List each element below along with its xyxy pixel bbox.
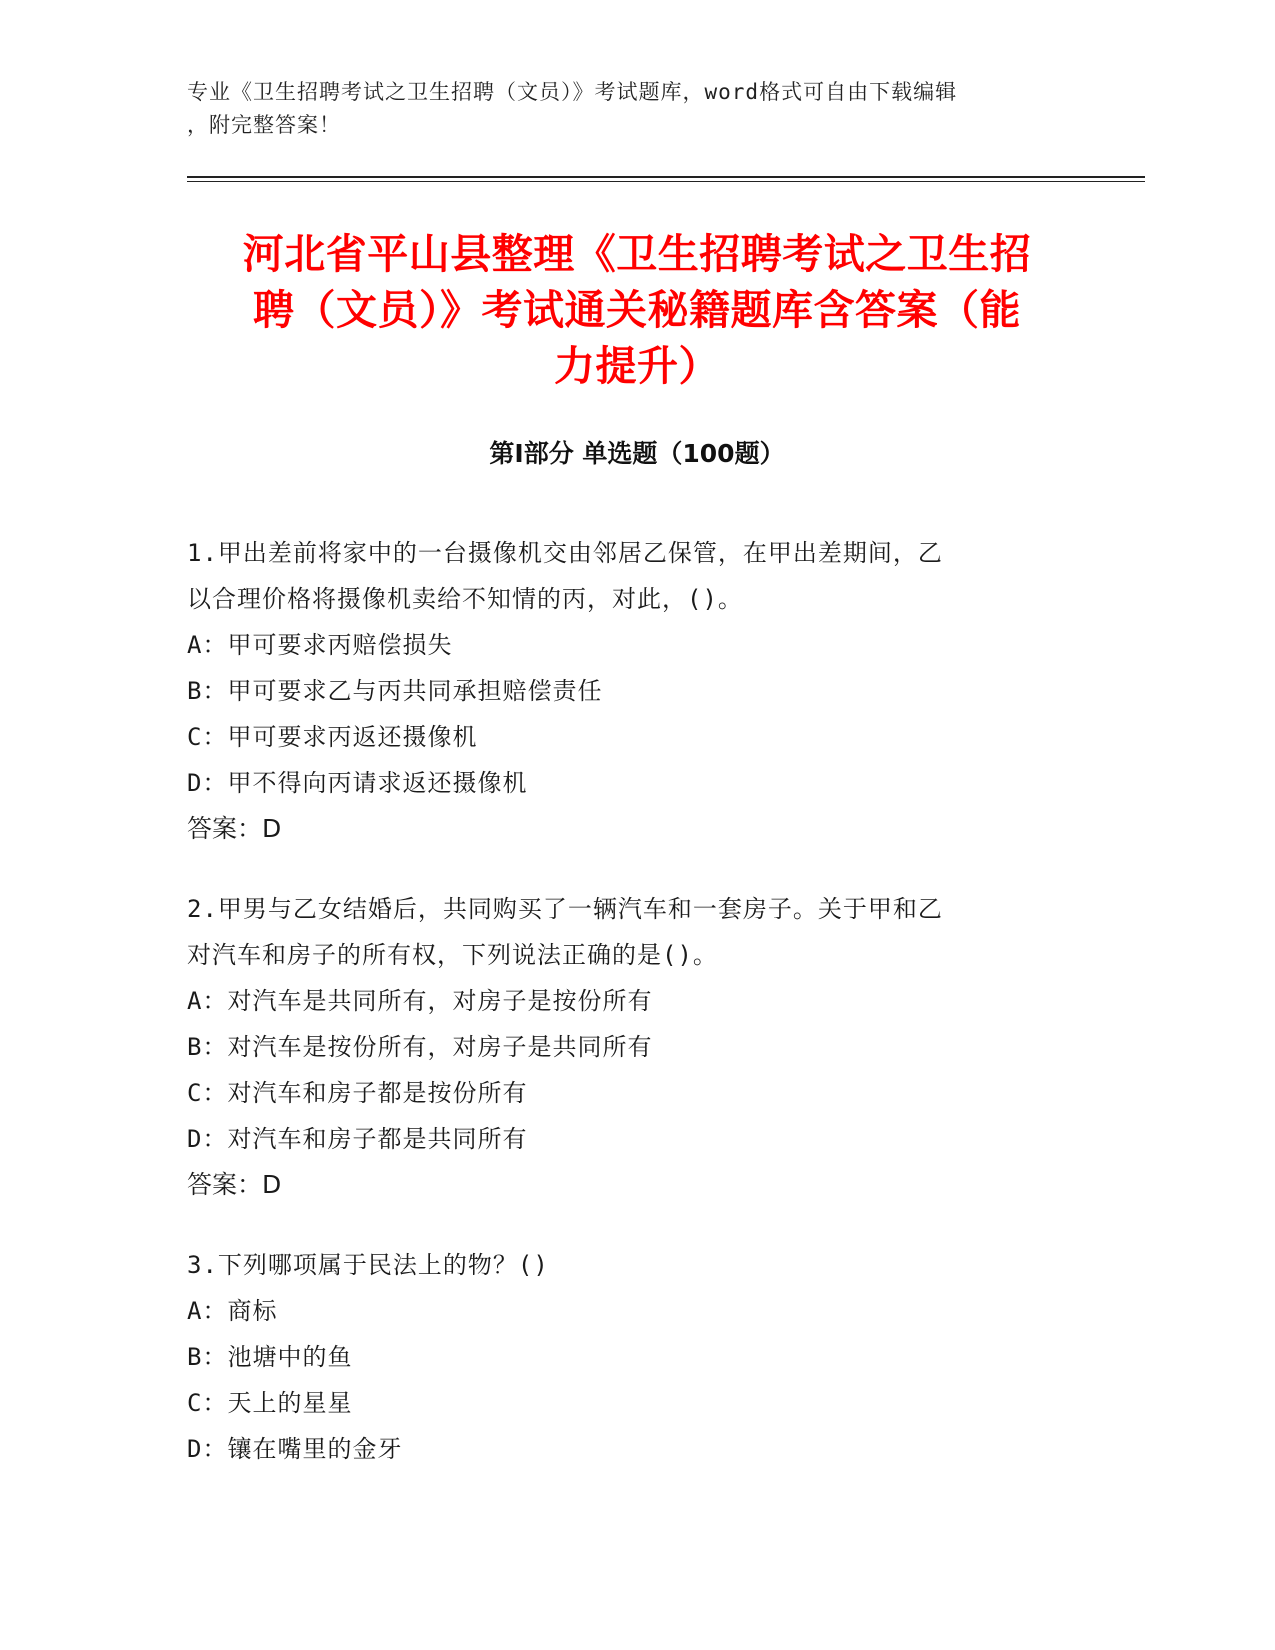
header-note (187, 76, 1067, 142)
option-d: D：镶在嘴里的金牙 (187, 1435, 403, 1463)
document-title (187, 226, 1087, 394)
option-a: A：商标 (187, 1297, 278, 1325)
option-b: B：对汽车是按份所有，对房子是共同所有 (187, 1033, 653, 1061)
question-stem: 3.下列哪项属于民法上的物？() (187, 1251, 549, 1279)
question-stem: 2.甲男与乙女结婚后，共同购买了一辆汽车和一套房子。关于甲和乙 (187, 895, 943, 923)
answer: 答案：D (187, 814, 282, 843)
answer: 答案：D (187, 1170, 282, 1199)
section-heading: 第Ⅰ部分 单选题（100题） (489, 439, 785, 468)
header-note-line-2: ，附完整答案！ (187, 113, 341, 137)
option-a: A：对汽车是共同所有，对房子是按份所有 (187, 987, 653, 1015)
question-1 (187, 530, 1067, 852)
header-note-line-1: 专业《卫生招聘考试之卫生招聘（文员）》考试题库，word格式可自由下载编辑 (187, 80, 958, 104)
document-title-line-1: 河北省平山县整理《卫生招聘考试之卫生招 (242, 230, 1032, 278)
question-stem: 1.甲出差前将家中的一台摄像机交由邻居乙保管，在甲出差期间，乙 (187, 539, 943, 567)
option-d: D：对汽车和房子都是共同所有 (187, 1125, 528, 1153)
document-title-line-2: 聘（文员）》考试通关秘籍题库含答案（能 (253, 286, 1021, 334)
question-2 (187, 886, 1067, 1208)
option-c: C：甲可要求丙返还摄像机 (187, 723, 478, 751)
option-b: B：池塘中的鱼 (187, 1343, 353, 1371)
question-list (187, 530, 1067, 1506)
option-c: C：天上的星星 (187, 1389, 353, 1417)
question-3 (187, 1242, 1067, 1472)
question-stem-continued: 以合理价格将摄像机卖给不知情的丙，对此，()。 (187, 585, 743, 613)
option-d: D：甲不得向丙请求返还摄像机 (187, 769, 528, 797)
option-b: B：甲可要求乙与丙共同承担赔偿责任 (187, 677, 603, 705)
option-c: C：对汽车和房子都是按份所有 (187, 1079, 528, 1107)
question-stem-continued: 对汽车和房子的所有权，下列说法正确的是()。 (187, 941, 718, 969)
document-title-line-3: 力提升） (554, 342, 720, 390)
header-divider-thin (187, 181, 1145, 182)
option-a: A：甲可要求丙赔偿损失 (187, 631, 453, 659)
header-divider-thick (187, 176, 1145, 178)
